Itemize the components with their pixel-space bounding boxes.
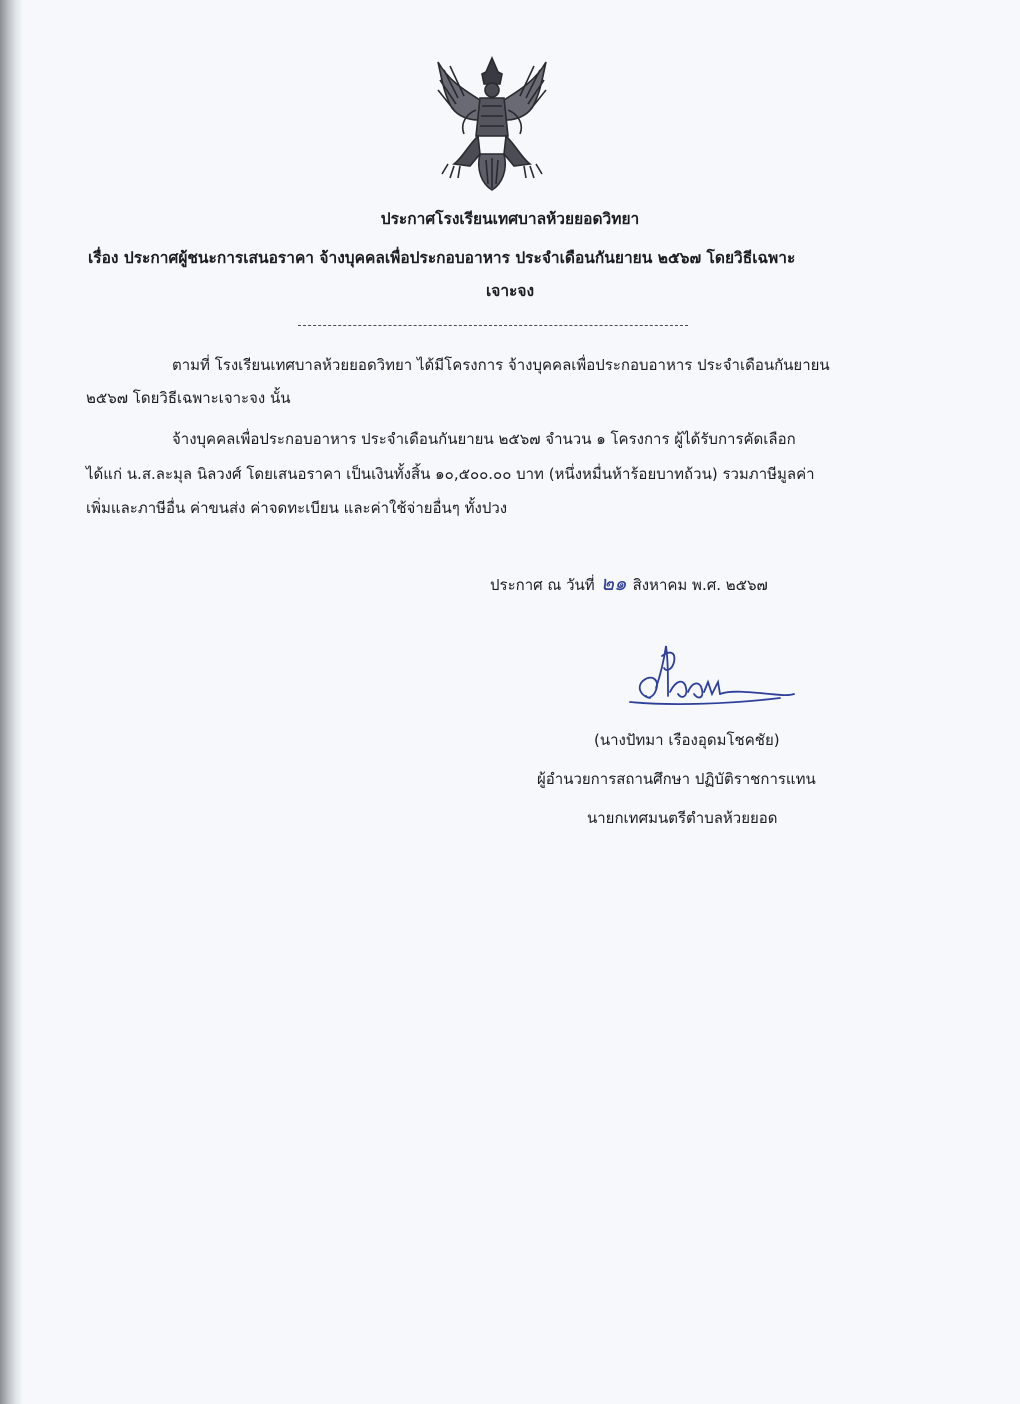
header-divider — [298, 325, 688, 326]
date-suffix: สิงหาคม พ.ศ. ๒๕๖๗ — [632, 576, 768, 594]
paragraph-2-line-2: ได้แก่ น.ส.ละมุล นิลวงศ์ โดยเสนอราคา เป็นเงินทั้งสิ้น ๑๐,๕๐๐.๐๐ บาท (หนึ่งหมื่นห้าร้อยบาทถ้วน) รวมภาษีมูลค่า — [86, 465, 815, 483]
paragraph-1-line-2: ๒๕๖๗ โดยวิธีเฉพาะเจาะจง นั้น — [86, 389, 291, 407]
signatory-position-1: ผู้อำนวยการสถานศึกษา ปฏิบัติราชการแทน — [537, 770, 816, 788]
signatory-name: (นางปัทมา เรืองอุดมโชคชัย) — [594, 731, 780, 749]
announcement-title: ประกาศโรงเรียนเทศบาลห้วยยอดวิทยา — [380, 210, 640, 228]
announcement-date — [490, 567, 768, 599]
paragraph-2-line-1: จ้างบุคคลเพื่อประกอบอาหาร ประจำเดือนกันยายน ๒๕๖๗ จำนวน ๑ โครงการ ผู้ได้รับการคัดเลือก — [172, 430, 796, 448]
announcement-subject-continued: เจาะจง — [485, 282, 535, 300]
paragraph-2-line-3: เพิ่มและภาษีอื่น ค่าขนส่ง ค่าจดทะเบียน และค่าใช้จ่ายอื่นๆ ทั้งปวง — [86, 499, 508, 517]
handwritten-signature — [610, 636, 800, 716]
date-day-handwritten: ๒๑ — [600, 571, 627, 595]
announcement-subject: เรื่อง ประกาศผู้ชนะการเสนอราคา จ้างบุคคลเพื่อประกอบอาหาร ประจำเดือนกันยายน ๒๕๖๗ โดยวิธีเฉพาะ — [88, 249, 796, 267]
paragraph-1-line-1: ตามที่ โรงเรียนเทศบาลห้วยยอดวิทยา ได้มีโครงการ จ้างบุคคลเพื่อประกอบอาหาร ประจำเดือนกันยายน — [172, 356, 830, 374]
date-prefix: ประกาศ ณ วันที่ — [490, 576, 595, 594]
garuda-emblem-icon — [424, 50, 560, 196]
signatory-position-2: นายกเทศมนตรีตำบลห้วยยอด — [587, 809, 778, 827]
